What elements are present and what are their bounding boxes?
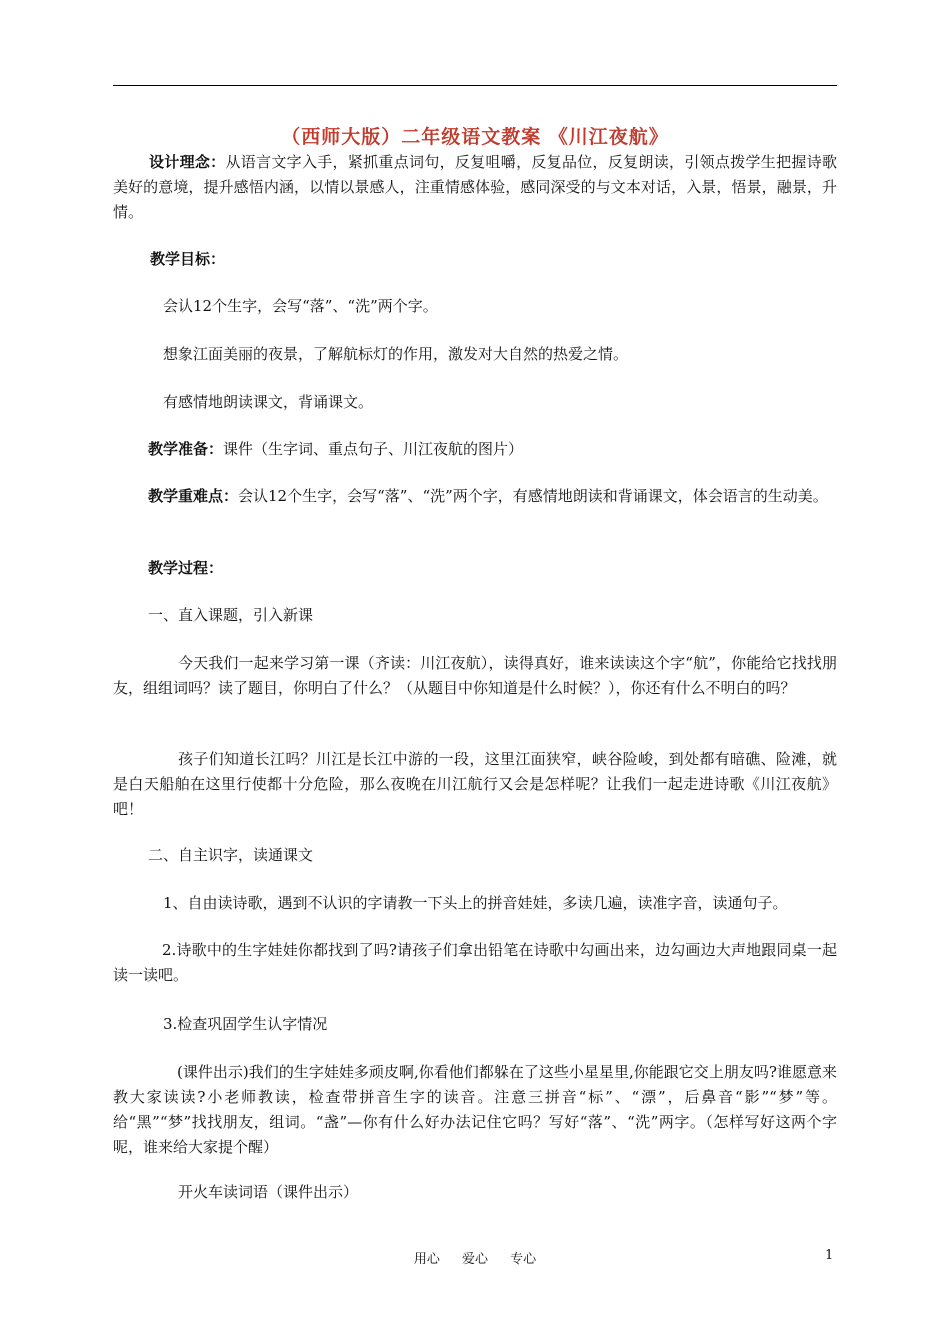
step-1: 1、自由读诗歌，遇到不认识的字请教一下头上的拼音娃娃，多读几遍，读准字音，读通句子。 — [163, 894, 788, 912]
design-label: 设计理念： — [149, 153, 226, 171]
process-paragraph-3: (课件出示)我们的生字娃娃多顽皮啊,你看他们都躲在了这些小星星里,你能跟它交上朋友吗?谁愿意来教大家读读?小老师教读，检查带拼音生字的读音。注意三拼音“标”、“漂”，后鼻音“影”“梦”等。给“黑”“梦”找找朋友，组词。“盏”—你有什么好办法记住它吗？写好“落”、“洗”两字。（怎样写好这两个字呢，谁来给大家提个醒） — [113, 1063, 837, 1156]
step-2: 2.诗歌中的生字娃娃你都找到了吗?请孩子们拿出铅笔在诗歌中勾画出来，边勾画边大声地跟同桌一起读一读吧。 — [113, 941, 837, 984]
prep-label: 教学准备： — [148, 440, 224, 458]
footer-item-2: 爱心 — [461, 1252, 488, 1267]
keypoints-paragraph — [113, 484, 837, 509]
document-title: （西师大版）二年级语文教案 《川江夜航》 — [281, 126, 669, 148]
keypoints-text: 会认12个生字，会写“落”、“洗”两个字，有感情地朗读和背诵课文，体会语言的生动美。 — [238, 487, 828, 505]
step-3: 3.检查巩固学生认字情况 — [163, 1015, 328, 1033]
page-footer — [0, 1248, 950, 1267]
goal-item-2: 想象江面美丽的夜景，了解航标灯的作用，激发对大自然的热爱之情。 — [163, 345, 629, 363]
process-heading: 教学过程： — [148, 559, 224, 577]
process-paragraph-1: 今天我们一起来学习第一课（齐读：川江夜航），读得真好，谁来读读这个字“航”，你能给它找找朋友，组组词吗？读了题目，你明白了什么？（从题目中你知道是什么时候？），你还有什么不明白的吗？ — [113, 654, 837, 697]
section-2-heading: 二、自主识字，读通课文 — [148, 846, 314, 864]
goals-heading: 教学目标： — [150, 250, 226, 268]
goal-item-1: 会认12个生字，会写“落”、“洗”两个字。 — [163, 297, 438, 315]
design-paragraph — [113, 150, 837, 225]
goal-item-3: 有感情地朗读课文，背诵课文。 — [163, 393, 374, 411]
process-paragraph-2: 孩子们知道长江吗？川江是长江中游的一段，这里江面狭窄，峡谷险峻，到处都有暗礁、险滩，就是白天船舶在这里行使都十分危险，那么夜晚在川江航行又会是怎样呢？让我们一起走进诗歌《川江夜航》吧！ — [113, 750, 837, 818]
design-text: 从语言文字入手，紧抓重点词句，反复咀嚼，反复品位，反复朗读，引领点拨学生把握诗歌美好的意境，提升感悟内涵，以情以景感人，注重情感体验，感同深受的与文本对话，入景，悟景，融景，升情。 — [113, 153, 837, 221]
keypoints-label: 教学重难点： — [148, 487, 239, 505]
header-rule — [113, 85, 837, 86]
footer-item-3: 专心 — [510, 1252, 537, 1267]
prep-paragraph — [148, 437, 837, 462]
prep-text: 课件（生字词、重点句子、川江夜航的图片） — [223, 440, 524, 458]
footer-item-1: 用心 — [413, 1252, 440, 1267]
section-1-heading: 一、直入课题，引入新课 — [148, 606, 314, 624]
process-paragraph-4: 开火车读词语（课件出示） — [178, 1183, 359, 1201]
page-number: 1 — [825, 1248, 834, 1263]
